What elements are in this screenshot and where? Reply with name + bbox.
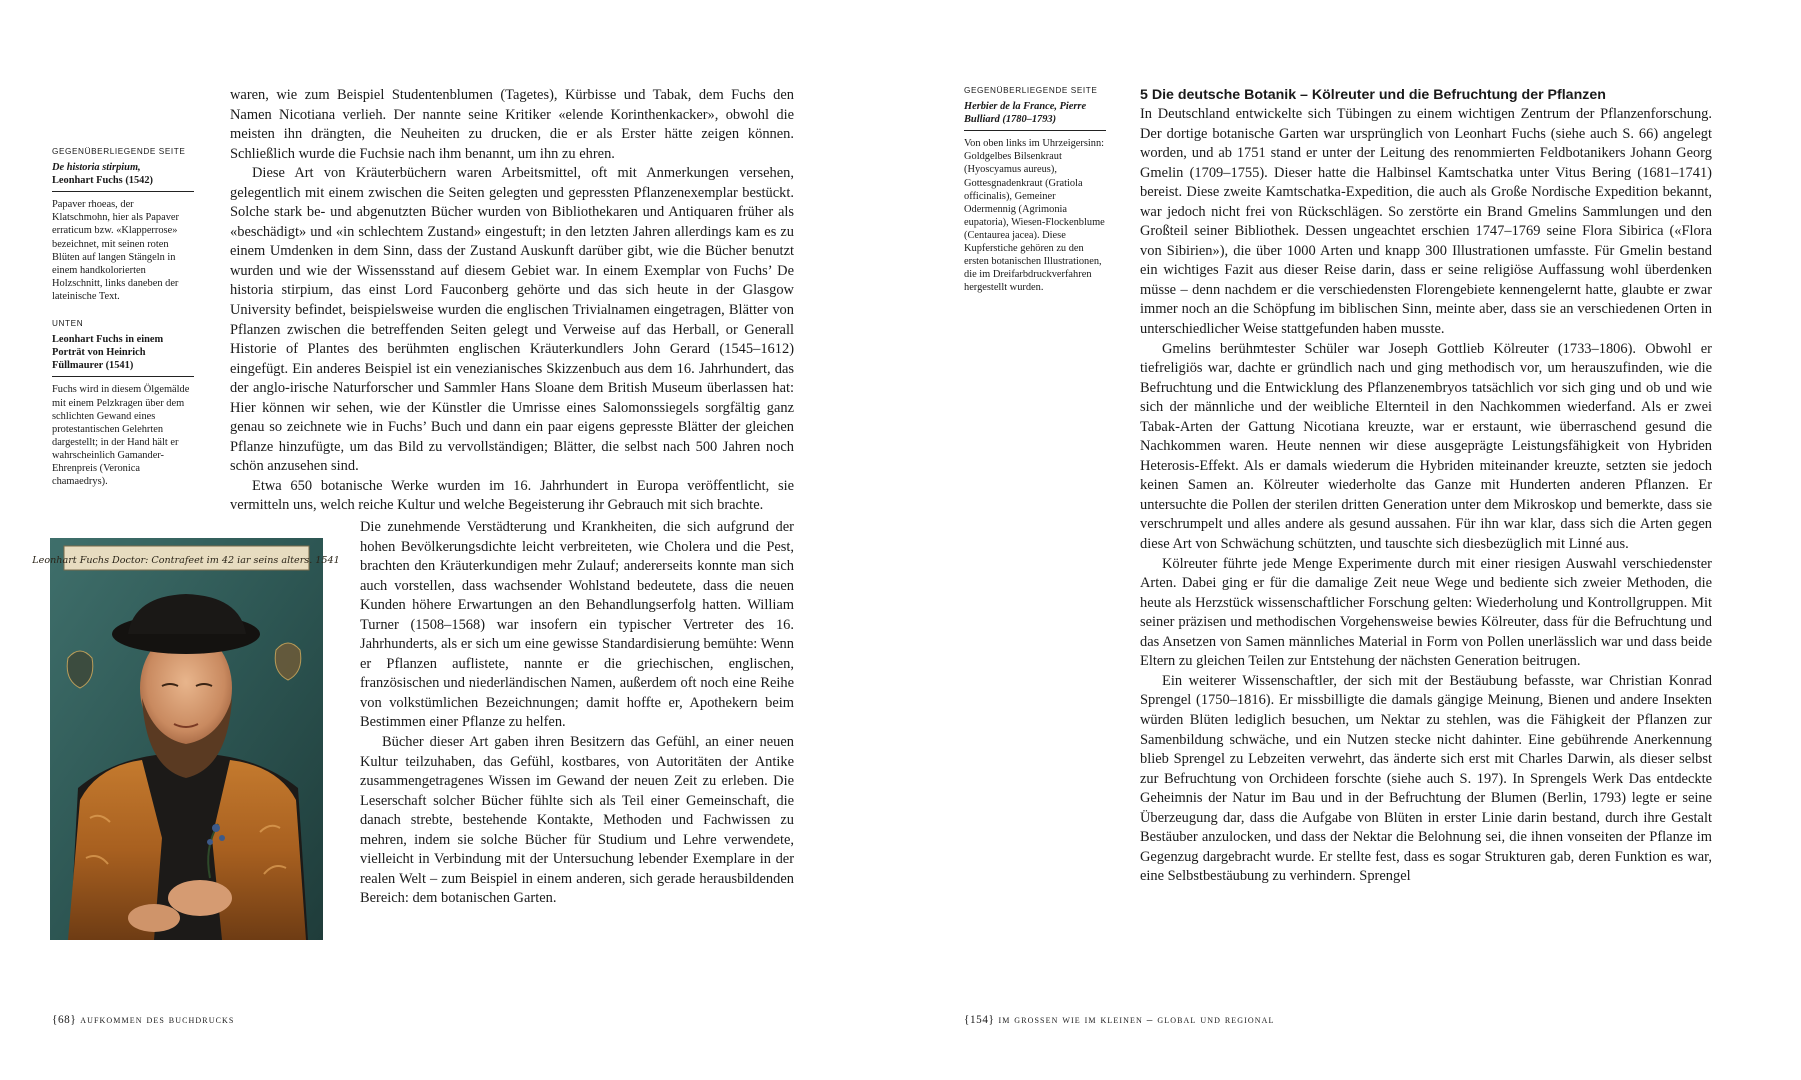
section-heading: 5 Die deutsche Botanik – Kölreuter und die Befruchtung der Pflanzen	[1140, 87, 1606, 103]
left-sidebar	[52, 145, 194, 502]
caption-text: Papaver rhoeas, der Klatschmohn, hier als Papaver erraticum bzw. «Klapperrose» bezeichnet, mit seinen roten Blüten auf langen Stängeln in einem handkolorierten Holzschnitt, links daneben der lateinische Text.	[52, 199, 179, 302]
caption-opposite-page	[52, 145, 194, 303]
left-body-text-top	[230, 86, 794, 516]
right-body-text	[1140, 86, 1712, 887]
caption-label: GEGENÜBERLIEGENDE SEITE	[964, 86, 1098, 95]
caption-title: Leonhart Fuchs in einem Porträt von Heinrich Füllmaurer (1541)	[52, 333, 194, 377]
paragraph: Diese Art von Kräuterbüchern waren Arbeitsmittel, oft mit Anmerkungen versehen, gelegentlich mit einem zwischen die Seiten gelegten und gepressten Pflanzenexemplar bestückt. Solche stark be- und abgenutzten Bücher wurden von Bibliothekaren und Antiquaren früher als «beschädigt» und «in schlechtem Zustand» eingestuft; in den letzten Jahren allerdings kam es zu einem Umdenken in dem Sinn, dass der Zustand Auskunft darüber gibt, wie die Bücher benutzt wurden und wie der Wissensstand auf diesem Gebiet war. In einem Exemplar von Fuchs’ De historia stirpium, das einst Lord Fauconberg gehörte und das sich heute in der Glasgow University befindet, beispielsweise wurden die englischen Trivialnamen eingetragen, Blätter von Pflanzen zwischen die betreffenden Seiten gelegt und Verweise auf das Herball, or Generall Historie of Plantes des berühmten englischen Kräuterkundlers John Gerard (1545–1612) eingefügt. Ein anderes Beispiel ist ein venezianisches Skizzenbuch aus dem 16. Jahrhundert, das der anglo-irische Naturforscher und Sammler Hans Sloane dem British Museum überlassen hat: Hier können wir sehen, wie der Künstler die Umrisse eines Salomonssiegels sorgfältig ganz genau so zeichnete wie in Fuchs’ Buch und dann ein paar eigens gepresste Blätter der gleichen Pflanze hinzufügte, um das Bild zu vervollständigen; Blätter, die selbst nach 500 Jahren noch schön anzusehen sind.	[230, 165, 794, 475]
paragraph: Die zunehmende Verstädterung und Krankheiten, die sich aufgrund der hohen Bevölkerungsdichte leicht verbreiteten, wie Cholera und die Pest, brachten den Kräuterkundigen mehr Zulauf; andererseits konnte man sich auch vorstellen, dass wachsender Wohlstand bedeutete, dass die neuen Kunden höhere Erwartungen an den Behandlungserfolg hatten. William Turner (1508–1568) war insofern ein typischer Vertreter des 16. Jahrhunderts, als er sich um eine gewisse Standardisierung bemühte: Wenn er Pflanzen auflistete, nannte er die griechischen, englischen, französischen und niederländischen Namen, außerdem oft noch eine Reihe von volkstümlichen Bezeichnungen; damit hoffte er, Apothekern beim Bestimmen einer Pflanze zu helfen.	[360, 519, 794, 731]
caption-text: Von oben links im Uhrzeigersinn: Goldgelbes Bilsenkraut (Hyoscyamus aureus), Gottesgnadenkraut (Gratiola officinalis), Gemeiner Odermennig (Agrimonia eupatoria), Wiesen-Flockenblume (Centaurea jacea). Diese Kupferstiche gehören zu den ersten botanischen Illustrationen, die im Dreifarbdruckverfahren hergestellt wurden.	[964, 138, 1105, 294]
portrait-image	[32, 538, 340, 940]
right-page	[900, 0, 1801, 1080]
running-title: aufkommen des buchdrucks	[80, 1014, 235, 1026]
caption-label: GEGENÜBERLIEGENDE SEITE	[52, 147, 186, 156]
right-folio	[964, 1014, 1275, 1026]
paragraph: Etwa 650 botanische Werke wurden im 16. Jahrhundert in Europa veröffentlicht, sie vermitteln uns, welch reiche Kultur und welche Begeisterung ihr Gebrauch mit sich brachte.	[230, 477, 794, 514]
left-body-text-bottom	[360, 518, 794, 909]
paragraph: Kölreuter führte jede Menge Experimente durch mit einer riesigen Auswahl verschiedenster Arten. Dabei ging er für die damalige Zeit neue Wege und bediente sich zweier Methoden, die heute als Herzstück wissenschaftlicher Forschung gelten: Wiederholung und Kontrollgruppen. Mit seiner präzisen und methodischen Vorgehensweise bewies Kölreuter, dass für die Befruchtung und das Ansetzen von Samen männliches Material in Form von Pollen unerlässlich war und dass beide Eltern zu gleichen Teilen zur Entstehung der nächsten Generation beitrugen.	[1140, 555, 1712, 670]
paragraph: Gmelins berühmtester Schüler war Joseph Gottlieb Kölreuter (1733–1806). Obwohl er tiefreligiös war, dachte er gründlich nach und ging methodisch vor, um herauszufinden, wie die Befruchtung und die Entwicklung des Pflanzenembryos tatsächlich vor sich ging und ob und wie sich der männliche und der weibliche Elternteil in den Nachkommen wiederfand. Als er zwei Tabak-Arten der Gattung Nicotiana kreuzte, war er erstaunt, wie überraschend gesund die Nachkommen waren. Heute nennen wir diese ausgeprägte Leistungsfähigkeit von Hybriden Heterosis-Effekt. Als er damals wiederum die Hybriden miteinander kreuzte, setzten sie jedoch keinen Samen an. Kölreuter wiederholte das Ganze mit Hunderten anderen Pflanzen. Er untersuchte die Pollen der sterilen dritten Generation unter dem Mikroskop und bemerkte, dass sie verschrumpelt und alles andere als gesund aussahen. Für ihn war klar, dass sich die Arten gegen diese Art von Schwächung schützten, und tauschte sich diesbezüglich mit Linné aus.	[1140, 340, 1712, 553]
page-number: {154}	[964, 1014, 995, 1026]
caption-text: Fuchs wird in diesem Ölgemälde mit einem Pelzkragen über dem schlichten Gewand eines protestantischen Gelehrten dargestellt; in der Hand hält er wahrscheinlich Gamander-Ehrenpreis (Veronica chamaedrys).	[52, 384, 190, 488]
caption-title-plain: Leonhart Fuchs (1542)	[52, 175, 154, 187]
portrait-inscription: Leonhart Fuchs Doctor: Contrafeet im 42 iar seins alters. 1541	[32, 555, 340, 566]
paragraph: In Deutschland entwickelte sich Tübingen zu einem wichtigen Zentrum der Pflanzenforschung. Der dortige botanische Garten war ursprünglich von Leonhart Fuchs (siehe auch S. 66) angelegt worden, und ab 1751 stand er unter der Leitung des renommierten Feldbotanikers Johann Georg Gmelin (1709–1755). Dieser hatte die Halbinsel Kamtschatka unter Vitus Bering (1681–1741) bereist. Diese zweite Kamtschatka-Expedition, die auch als Große Nordische Expedition bekannt, war jedoch nicht frei von Rückschlägen. So zerstörte ein Brand Gmelins Sammlungen und den Großteil seiner Bibliothek. Dessen ungeachtet erschien 1747–1769 seine Flora Sibirica («Flora von Sibirien»), die über 1000 Arten und knapp 300 Illustrationen umfasste. Für Gmelin bestand ein wichtiges Fazit aus dieser Reise darin, dass er seine religiöse Auffassung wohl überdenken müsse – denn nachdem er die verschiedensten Florengebiete kennengelernt hatte, glaubte er zwar immer noch an die Schöpfung im biblischen Sinn, meinte aber, dass sie an verschiedenen Orten in unterschiedlicher Weise stattgefunden haben musste.	[1140, 106, 1712, 338]
caption-label: UNTEN	[52, 319, 84, 329]
left-folio	[52, 1014, 234, 1026]
caption-below	[52, 317, 194, 488]
running-title: im grossen wie im kleinen – global und regional	[998, 1014, 1275, 1026]
right-sidebar	[964, 84, 1106, 294]
page-number: {68}	[52, 1014, 77, 1026]
portrait-painting	[32, 538, 340, 940]
caption-title: Herbier de la France, Pierre Bulliard (1780–1793)	[964, 100, 1106, 131]
left-page	[0, 0, 900, 1080]
caption-title	[52, 161, 194, 192]
paragraph: waren, wie zum Beispiel Studentenblumen (Tagetes), Kürbisse und Tabak, dem Fuchs den Namen Nicotiana verlieh. Der nannte seine Kritiker «elende Korinthenkacker», obwohl die meisten ihn drängten, die Neuheiten zu drucken, die er als Erster hätte zeigen können. Schließlich wurde die Fuchsie nach ihm benannt, um ihn zu ehren.	[230, 87, 794, 162]
paragraph: Bücher dieser Art gaben ihren Besitzern das Gefühl, an einer neuen Kultur teilzuhaben, das Gefühl, kostbares, von Autoritäten der Antike zusammengetragenes Wissen im Gewand der neuen Zeit zu erleben. Die Leserschaft solcher Bücher fühlte sich als Teil einer Gemeinschaft, die danach strebte, bestehende Kontakte, Methoden und Fachwissen zu mehren, indem sie solche Bücher für Studium und Lehre verwendete, vielleicht in Verbindung mit der Untersuchung lebender Exemplare in der realen Welt – zum Beispiel in einem anderen, sich gerade herausbildenden Bereich: dem botanischen Garten.	[360, 734, 794, 907]
caption-title-italic: De historia stirpium,	[52, 162, 141, 174]
paragraph: Ein weiterer Wissenschaftler, der sich mit der Bestäubung befasste, war Christian Konrad Sprengel (1750–1816). Er missbilligte die damals gängige Meinung, Bienen und andere Insekten würden Blüten lediglich besuchen, um Nektar zu stehlen, was die Fähigkeit der Pflanzen zur Samenbildung schwäche, und ein Nutzen stecke nicht dahinter. Eine gebührende Anerkennung blieb Sprengel zu Lebzeiten verwehrt, das änderte sich erst mit Charles Darwin, als dieser selbst zur Befruchtung von Orchideen forschte (siehe auch S. 197). In Sprengels Werk Das entdeckte Geheimnis der Natur im Bau und in der Befruchtung der Blumen (Berlin, 1793) legte er seine Überzeugung dar, dass die Aufgabe von Blüten in erster Linie darin bestand, durch ihre Gestalt Bestäuber anzulocken, und dass der Nektar die Belohnung sei, die ihnen vonseiten der Pflanze im Gegenzug dargebracht wurde. Er stellte fest, dass es sogar Strukturen gab, deren Funktion es war, eine Selbstbestäubung zu verhindern. Sprengel	[1140, 672, 1712, 885]
